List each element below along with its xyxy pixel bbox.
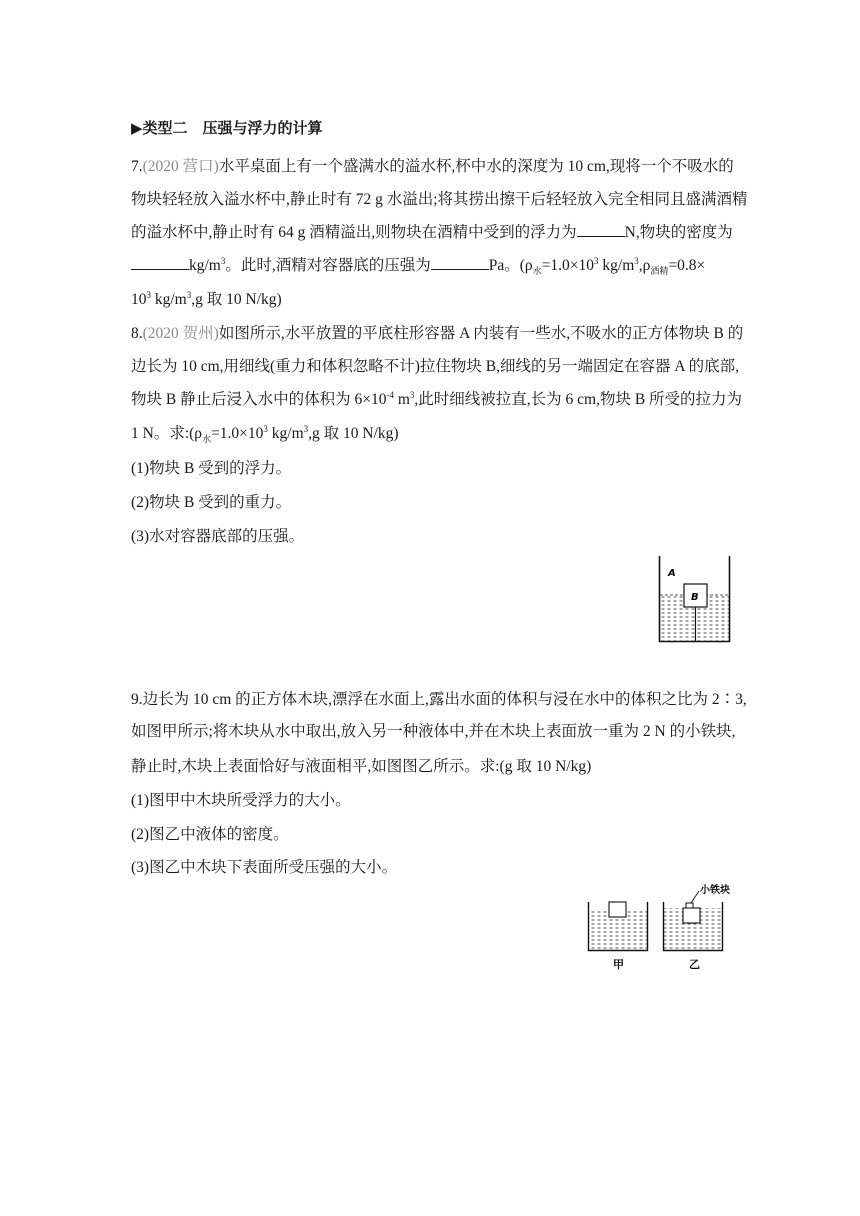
q7-text-3b: N,物块的密度为 <box>624 224 733 241</box>
q7-line-5 <box>131 289 282 311</box>
block-b-label: B <box>691 592 699 603</box>
q8-sub-water: 水 <box>202 434 212 445</box>
q7-line-3 <box>131 222 733 244</box>
q7-exp: 3 <box>186 289 192 300</box>
q7-line-1 <box>131 156 734 178</box>
q8-text-3a: 物块 B 静止后浸入水中的体积为 6×10 <box>131 391 387 408</box>
q7-line-2: 物块轻轻放入溢水杯中,静止时有 72 g 水溢出;将其捞出擦干后轻轻放入完全相同且盛满酒精 <box>131 191 748 208</box>
q7-text-4c: Pa。(ρ <box>488 257 533 274</box>
q7-text-5a: 10 <box>131 291 147 308</box>
q8-part-2: (2)物块 B 受到的重力。 <box>131 494 292 511</box>
q8-part-3: (3)水对容器底部的压强。 <box>131 528 305 545</box>
q7-unit-kgm: kg/m <box>189 257 221 274</box>
triangle-marker-icon: ▶ <box>131 119 143 137</box>
q9-part-3: (3)图乙中木块下表面所受压强的大小。 <box>131 859 398 876</box>
q8-exp: 3 <box>263 423 268 434</box>
q7-line-4 <box>131 255 705 277</box>
q9-part-2: (2)图乙中液体的密度。 <box>131 826 289 843</box>
q8-exp: 3 <box>303 423 309 434</box>
q7-text-4g: =0.8× <box>668 257 706 274</box>
q7-exp: 3 <box>220 255 226 266</box>
q7-text-3: 的溢水杯中,静止时有 64 g 酒精溢出,则物块在酒精中受到的浮力为 <box>131 224 577 241</box>
q8-exp: 3 <box>409 389 415 400</box>
q7-text-5b: kg/m <box>151 291 187 308</box>
q8-text-4b: =1.0×10 <box>211 425 264 442</box>
q7-blank-pressure[interactable] <box>431 255 489 270</box>
q8-text-3c: ,此时细线被拉直,长为 6 cm,物块 B 所受的拉力为 <box>414 391 743 408</box>
q8-line-3 <box>131 389 742 411</box>
q8-line-4 <box>131 423 399 445</box>
q9-line-2: 如图甲所示;将木块从水中取出,放入另一种液体中,并在木块上表面放一重为 2 N 的小铁块, <box>131 723 736 740</box>
q8-exp-neg4: -4 <box>386 389 394 400</box>
q8-text-4c: kg/m <box>267 425 304 442</box>
q7-number: 7. <box>131 158 143 175</box>
q7-text-4b: 。此时,酒精对容器底的压强为 <box>225 257 431 274</box>
q8-text-4a: 1 N。求:(ρ <box>131 425 203 442</box>
q7-text-5c: ,g 取 10 N/kg) <box>191 291 282 308</box>
q7-sub-alcohol: 酒精 <box>650 266 669 277</box>
q8-number: 8. <box>131 325 143 342</box>
iron-block-label: 小铁块 <box>700 885 730 896</box>
q8-text-1: 如图所示,水平放置的平底柱形容器 A 内装有一些水,不吸水的正方体物块 B 的 <box>218 325 744 342</box>
q8-part-1: (1)物块 B 受到的浮力。 <box>131 460 292 477</box>
q9-part-1: (1)图甲中木块所受浮力的大小。 <box>131 792 351 809</box>
q9-figure-diagram <box>585 882 750 972</box>
q8-line-1 <box>131 323 743 345</box>
section-title: 类型二 压强与浮力的计算 <box>142 119 323 137</box>
q8-line-2: 边长为 10 cm,用细线(重力和体积忽略不计)拉住物块 B,细线的另一端固定在容器 A 的底部, <box>131 358 739 375</box>
q7-exp: 3 <box>594 255 599 266</box>
q8-figure-container-diagram <box>655 555 735 645</box>
q9-line-1: 9.边长为 10 cm 的正方体木块,漂浮在水面上,露出水面的体积与浸在水中的体积之比为 2∶3, <box>131 691 747 708</box>
q7-text-4d: =1.0×10 <box>541 257 595 274</box>
fig-yi-label: 乙 <box>689 958 700 971</box>
q7-source: (2020 营口) <box>142 158 219 175</box>
q9-line-3: 静止时,木块上表面恰好与液面相平,如图图乙所示。求:(g 取 10 N/kg) <box>131 758 592 775</box>
q7-blank-buoyancy[interactable] <box>577 222 625 237</box>
q8-source: (2020 贺州) <box>142 325 219 342</box>
q7-blank-density[interactable] <box>131 255 189 270</box>
q7-text-4e: kg/m <box>598 257 635 274</box>
q7-text-4f: ,ρ <box>638 257 651 274</box>
q7-exp: 3 <box>634 255 639 266</box>
fig-jia-label: 甲 <box>613 958 624 971</box>
q8-text-4d: ,g 取 10 N/kg) <box>308 425 399 442</box>
q7-text-1: 水平桌面上有一个盛满水的溢水杯,杯中水的深度为 10 cm,现将一个不吸水的 <box>218 158 734 175</box>
q8-text-3b: m <box>393 391 410 408</box>
q7-sub-water: 水 <box>532 266 542 277</box>
section-heading <box>131 117 323 139</box>
container-a-label: A <box>668 568 676 579</box>
q7-exp: 3 <box>146 289 151 300</box>
